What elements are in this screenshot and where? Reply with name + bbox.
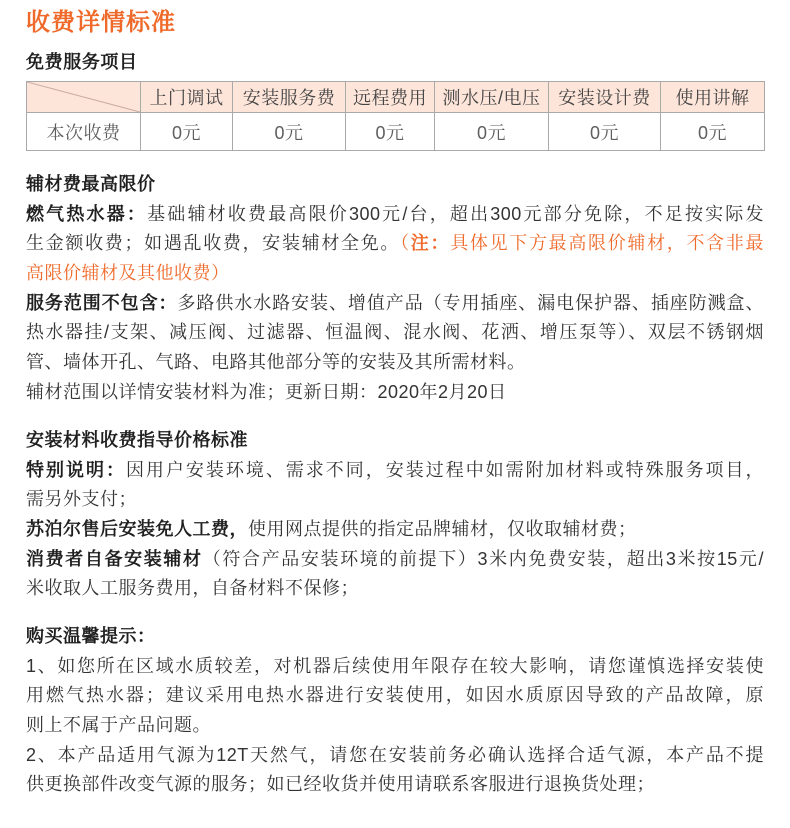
text-line	[26, 711, 764, 741]
gas-heater-label: 燃气热水器：	[26, 203, 148, 224]
text-line	[26, 289, 764, 319]
exclusions-label: 服务范围不包含：	[26, 292, 178, 313]
text-segment: 管、墙体开孔、气路、电路其他部分等的安装及其所需材料。	[26, 352, 526, 373]
free-services-heading: 免费服务项目	[26, 52, 138, 72]
material-fee-heading: 安装材料收费指导价格标准	[26, 430, 248, 450]
text-segment: 2、本产品适用气源为12T天然气，请您在安装前务必确认选择合适气源，本产品不提	[26, 744, 764, 765]
text-segment: 生金额收费；如遇乱收费，安装辅材全免。	[26, 233, 401, 254]
purchase-tips-heading: 购买温馨提示：	[26, 626, 156, 646]
text-segment: 热水器挂/支架、减压阀、过滤器、恒温阀、混水阀、花洒、增压泵等）、双层不锈钢烟	[26, 322, 764, 343]
text-segment: （符合产品安装环境的前提下）3米内免费安装，超出3米按15元/	[202, 548, 765, 569]
price-remote-fee: 0元	[346, 113, 435, 151]
aux-fee-heading: 辅材费最高限价	[26, 174, 156, 194]
text-segment: 米收取人工服务费用，自备材料不保修；	[26, 578, 359, 599]
text-segment: 多路供水水路安装、增值产品（专用插座、漏电保护器、插座防溅盒、	[177, 292, 765, 313]
column-header-remote-fee: 远程费用	[346, 82, 435, 113]
self-supplied-label: 消费者自备安装辅材	[26, 548, 203, 569]
supor-label: 苏泊尔售后安装免人工费，	[26, 519, 248, 540]
text-line	[26, 770, 764, 800]
price-installation-fee: 0元	[233, 113, 346, 151]
note-text: 高限价辅材及其他收费）	[26, 263, 230, 284]
text-line	[26, 259, 764, 289]
text-line	[26, 652, 764, 682]
price-usage-guide: 0元	[661, 113, 765, 151]
price-pressure-voltage-test: 0元	[435, 113, 549, 151]
text-line	[26, 229, 764, 259]
text-line	[26, 741, 764, 771]
supor-paragraph	[26, 515, 764, 545]
text-segment: 因用户安装环境、需求不同，安装过程中如需附加材料或特殊服务项目，	[125, 459, 765, 480]
text-line	[26, 200, 764, 230]
diagonal-divider	[27, 82, 140, 112]
column-header-pressure-voltage-test: 测水压/电压	[435, 82, 549, 113]
text-segment: 供更换部件改变气源的服务；如已经收货并使用请联系客服进行退换货处理；	[26, 774, 655, 795]
material-fee-section	[26, 426, 764, 604]
table-corner-cell	[27, 82, 141, 113]
self-supplied-paragraph	[26, 545, 764, 604]
table-row	[27, 113, 765, 151]
free-services-table	[26, 81, 765, 151]
special-note-label: 特别说明：	[26, 459, 126, 480]
note-open-paren: （	[400, 233, 411, 254]
text-line	[26, 681, 764, 711]
text-segment: 1、如您所在区域水质较差，对机器后续使用年限存在较大影响，请您谨慎选择安装使	[26, 655, 764, 676]
gas-heater-paragraph	[26, 200, 764, 289]
text-segment: 使用网点提供的指定品牌辅材，仅收取辅材费；	[248, 519, 637, 540]
exclusions-paragraph	[26, 289, 764, 378]
column-header-usage-guide: 使用讲解	[661, 82, 765, 113]
text-line	[26, 574, 764, 604]
purchase-tips-section	[26, 622, 764, 800]
text-line	[26, 318, 764, 348]
text-segment: 需另外支付；	[26, 489, 137, 510]
text-segment: 则上不属于产品问题。	[26, 715, 211, 736]
note-label: 注：	[410, 233, 451, 254]
price-design-fee: 0元	[549, 113, 661, 151]
column-header-installation-fee: 安装服务费	[233, 82, 346, 113]
scope-update-note: 辅材范围以详情安装材料为准；更新日期：2020年2月20日	[26, 381, 507, 402]
aux-fee-section	[26, 170, 764, 408]
tip-item	[26, 741, 764, 800]
table-header-row	[27, 82, 765, 113]
table-row-label: 本次收费	[27, 113, 141, 151]
text-segment: 用燃气热水器；建议采用电热水器进行安装使用，如因水质原因导致的产品故障，原	[26, 685, 764, 706]
table-body	[27, 82, 765, 151]
special-note-paragraph	[26, 456, 764, 515]
text-segment: 基础辅材收费最高限价300元/台，超出300元部分免除，不足按实际发	[147, 203, 764, 224]
text-line	[26, 545, 764, 575]
column-header-onsite-debugging: 上门调试	[141, 82, 233, 113]
tip-item	[26, 652, 764, 741]
note-text: 具体见下方最高限价辅材，不含非最	[450, 233, 765, 254]
column-header-design-fee: 安装设计费	[549, 82, 661, 113]
text-line	[26, 348, 764, 378]
price-onsite-debugging: 0元	[141, 113, 233, 151]
text-line	[26, 485, 764, 515]
diagonal-line	[27, 82, 140, 112]
page-title: 收费详情标准	[26, 9, 176, 36]
text-line	[26, 456, 764, 486]
